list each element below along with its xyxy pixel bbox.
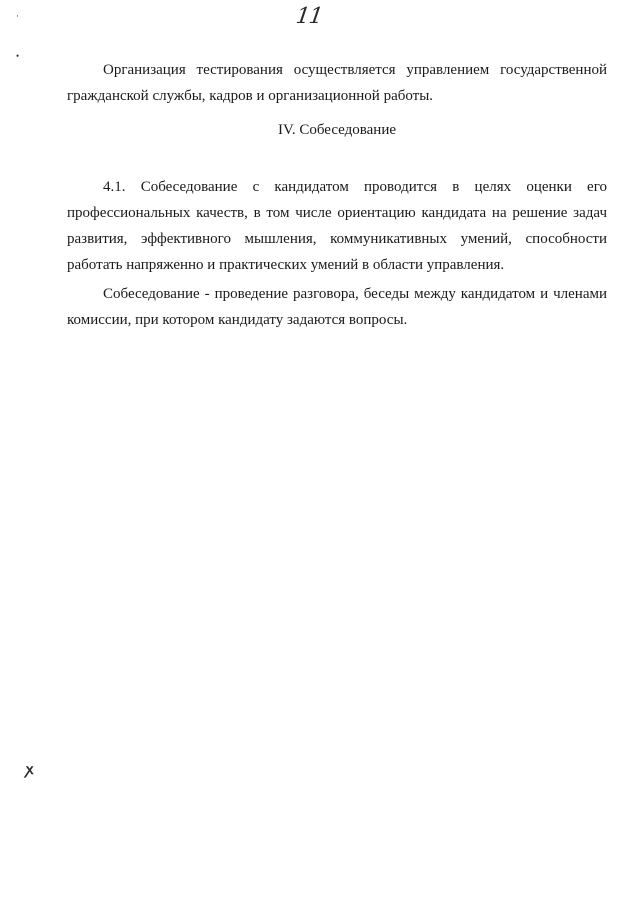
scan-artifact-dot: · — [16, 11, 19, 21]
scan-artifact-dot: • — [16, 51, 20, 61]
paragraph-definition: Собеседование - проведение разговора, беседы между кандидатом и членами комиссии, при котором кандидату задаются вопросы. — [67, 286, 607, 328]
scan-artifact-mark: ꭗ — [26, 763, 34, 778]
paragraph-4-1: 4.1. Собеседование с кандидатом проводится в целях оценки его профессиональных качеств, в том числе ориентацию кандидата на решение задач развития, эффективного мышления, коммуникативных умений, способности работать напряженно и практических умений в области управления. — [67, 179, 607, 273]
paragraph-intro: Организация тестирования осуществляется управлением государственной гражданской службы, кадров и организационной работы. — [67, 62, 607, 104]
page-number: 11 — [294, 4, 324, 29]
section-heading: IV. Собеседование — [277, 122, 397, 138]
